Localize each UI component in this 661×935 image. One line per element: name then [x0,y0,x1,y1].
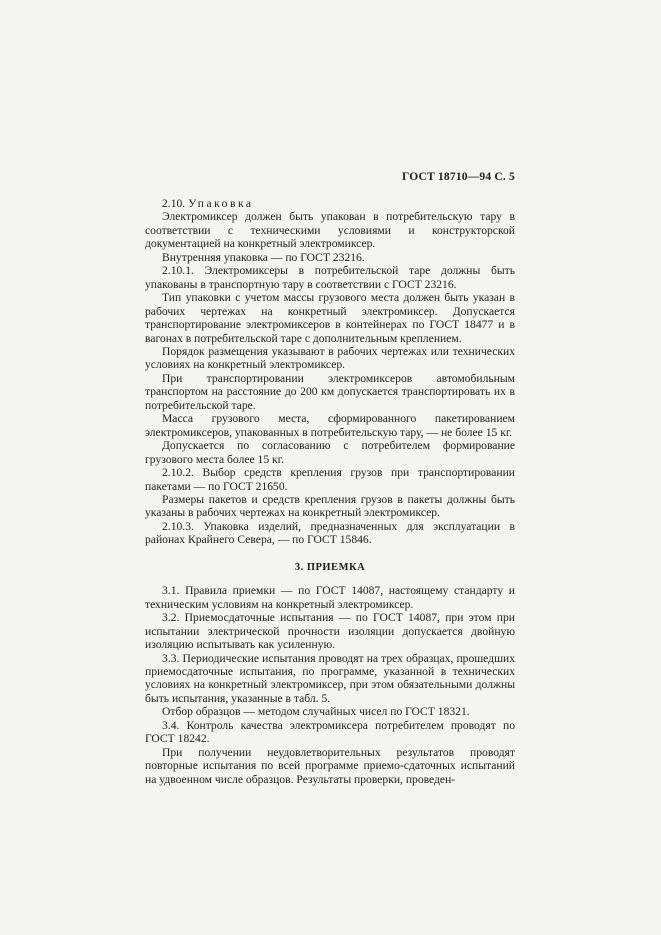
paragraph: Электромиксер должен быть упакован в потребительскую тару в соответствии с техническими условиями и конструкторской документацией на конкретный электромиксер. [145,210,515,251]
paragraph: Допускается по согласованию с потребителем формирование грузового места более 15 кг. [145,439,515,466]
paragraph: 3.4. Контроль качества электромиксера потребителем проводят по ГОСТ 18242. [145,718,515,746]
paragraph: 2.10.1. Электромиксеры в потребительской таре должны быть упакованы в транспортную тару в соответствии с ГОСТ 23216. [145,264,515,291]
paragraph: При получении неудовлетворительных результатов проводят повторные испытания по всей программе приемо-сдаточных испытаний на удвоенном числе образцов. Результаты проверки, проведен- [145,745,515,786]
paragraph: Отбор образцов — методом случайных чисел по ГОСТ 18321. [162,705,470,719]
paragraph: Тип упаковки с учетом массы грузового места должен быть указан в рабочих чертежах на конкретный электромиксер. Допускается транспортирование электромиксеров в контейнерах по ГОСТ 18477 и в вагонах в потребительской таре с дополнительным креплением. [145,291,515,345]
document-body [145,197,515,786]
paragraph: При транспортировании электромиксеров автомобильным транспортом на расстояние до 200 км допускается транспортировать их в потребительской таре. [145,371,515,412]
paragraph: Размеры пакетов и средств крепления грузов в пакеты должны быть указаны в рабочих чертежах на конкретный электромиксер. [145,492,515,520]
paragraph: 2.10.3. Упаковка изделий, предназначенных для эксплуатации в районах Крайнего Севера, — по ГОСТ 15846. [145,519,515,547]
paragraph: 3.2. Приемосдаточные испытания — по ГОСТ 14087, при этом при испытании электрической прочности изоляции допускается двойную изоляцию испытывать как усиленную. [145,611,515,652]
paragraph: Порядок размещения указывают в рабочих чертежах или технических условиях на конкретный электромиксер. [145,344,515,372]
paragraph: 3.1. Правила приемки — по ГОСТ 14087, настоящему стандарту и техническим условиям на конкретный электромиксер. [145,584,515,611]
paragraph: 3.3. Периодические испытания проводят на трех образцах, прошедших приемосдаточные испытания, по программе, указанной в технических условиях на конкретный электромиксер, при этом обязательными должны быть испытания, указанные в табл. 5. [145,651,515,705]
paragraph: Внутренняя упаковка — по ГОСТ 23216. [162,250,365,264]
section-title: Упаковка [188,197,254,210]
paragraph: Масса грузового места, сформированного пакетированием электромиксеров, упакованных в потребительскую тару, — не более 15 кг. [145,412,515,439]
page-header: ГОСТ 18710—94 С. 5 [402,171,515,183]
section-3-title: 3. ПРИЕМКА [294,561,366,573]
section-2-10-heading [145,197,515,210]
paragraph: 2.10.2. Выбор средств крепления грузов при транспортировании пакетами — по ГОСТ 21650. [145,466,515,493]
section-number: 2.10. [162,197,186,210]
